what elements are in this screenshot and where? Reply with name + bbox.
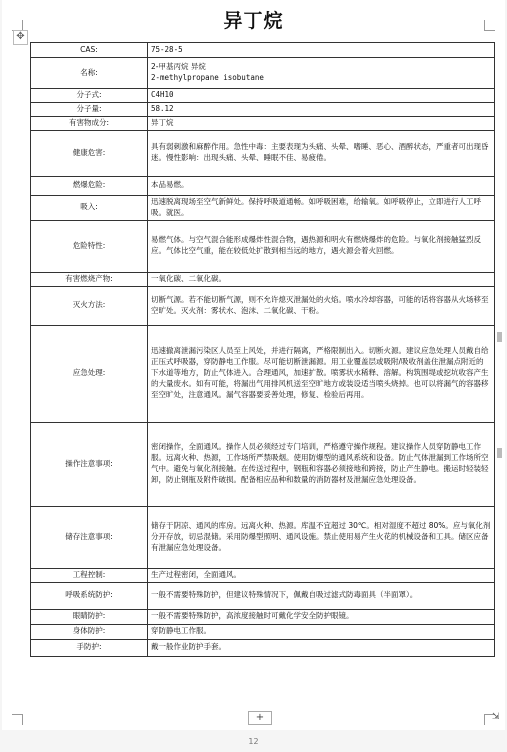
table-row — [31, 130, 495, 176]
row-value[interactable] — [148, 176, 495, 195]
value-line: 切断气源。若不能切断气源，则不允许熄灭泄漏处的火焰。喷水冷却容器，可能的话将容器从火场移至空旷处。灭火剂：雾状水、泡沫、二氧化碳、干粉。 — [151, 294, 489, 315]
value-line: 一氧化碳、二氧化碳。 — [151, 273, 226, 283]
value-line: 2-甲基丙烷 异烷 — [151, 62, 206, 72]
row-value[interactable] — [148, 272, 495, 286]
value-line: 穿防静电工作服。 — [151, 626, 211, 636]
row-label[interactable]: 应急处理: — [31, 325, 148, 422]
row-value[interactable] — [148, 422, 495, 506]
row-label[interactable]: CAS: — [31, 43, 148, 58]
row-label[interactable]: 手防护: — [31, 639, 148, 656]
corner-mark — [12, 714, 23, 725]
table-row — [31, 102, 495, 116]
document-title: 异丁烷 — [223, 10, 284, 32]
row-label[interactable]: 呼吸系统防护: — [31, 582, 148, 609]
table-row — [31, 116, 495, 130]
table-move-icon[interactable]: ✥ — [13, 30, 28, 45]
row-label[interactable]: 危险特性: — [31, 220, 148, 272]
row-value[interactable] — [148, 582, 495, 609]
value-line: 迅速撤离泄漏污染区人员至上风处，并进行隔离，严格限制出入。切断火源。建议应急处理人员戴自给正压式呼吸器，穿防静电工作服。尽可能切断泄漏源。用工业覆盖层或吸附/吸收剂盖住泄漏点附近的下水道等地方，防止气体进入。合理通风，加速扩散。喷雾状水稀释、溶解。构筑围堤或挖坑收容产生的大量废水。如有可能，将漏出气用排风机送至空旷地方或装设适当喷头烧掉。也可以将漏气的容器移至空旷处，注意通风。漏气容器要妥善处理，修复、检验后再用。 — [151, 346, 489, 399]
msds-table — [30, 42, 495, 657]
value-line: 一般不需要特殊防护，高浓度接触时可戴化学安全防护眼镜。 — [151, 611, 354, 621]
table-row — [31, 58, 495, 89]
row-value[interactable] — [148, 58, 495, 89]
row-label[interactable]: 分子式: — [31, 89, 148, 103]
row-value[interactable] — [148, 116, 495, 130]
value-line: 易燃气体。与空气混合能形成爆炸性混合物，遇热源和明火有燃烧爆炸的危险。与氧化剂接触猛烈反应。气体比空气重，能在较低处扩散到相当远的地方，遇火源会着火回燃。 — [151, 235, 481, 256]
row-value[interactable] — [148, 130, 495, 176]
add-row-plus-icon[interactable]: + — [248, 711, 272, 725]
value-line: 密闭操作，全面通风。操作人员必须经过专门培训，严格遵守操作规程。建议操作人员穿防静电工作服。远离火种、热源，工作场所严禁吸烟。使用防爆型的通风系统和设备。防止气体泄漏到工作场所空气中。避免与氧化剂接触。在传送过程中，钢瓶和容器必须接地和跨接，防止产生静电。搬运时轻装轻卸，防止钢瓶及附件破损。配备相应品种和数量的消防器材及泄漏应急处理设备。 — [151, 442, 489, 484]
table-row — [31, 624, 495, 639]
value-line: 75-28-5 — [151, 44, 183, 54]
row-label[interactable]: 有害物成分: — [31, 116, 148, 130]
table-row — [31, 286, 495, 325]
row-label[interactable]: 眼睛防护: — [31, 609, 148, 624]
page-number: 12 — [248, 737, 259, 746]
table-row — [31, 89, 495, 103]
table-resize-icon[interactable]: ⇲ — [492, 712, 500, 722]
table-row — [31, 220, 495, 272]
row-label[interactable]: 名称: — [31, 58, 148, 89]
row-label[interactable]: 燃爆危险: — [31, 176, 148, 195]
table-row — [31, 639, 495, 656]
row-value[interactable] — [148, 506, 495, 568]
value-line: 戴一般作业防护手套。 — [151, 642, 226, 652]
row-value[interactable] — [148, 609, 495, 624]
row-value[interactable] — [148, 43, 495, 58]
table-row — [31, 43, 495, 58]
row-value[interactable] — [148, 195, 495, 220]
row-value[interactable] — [148, 624, 495, 639]
value-line: 异丁烷 — [151, 117, 174, 127]
table-row — [31, 176, 495, 195]
table-row — [31, 506, 495, 568]
row-value[interactable] — [148, 639, 495, 656]
table-row — [31, 422, 495, 506]
row-value[interactable] — [148, 89, 495, 103]
row-value[interactable] — [148, 325, 495, 422]
table-row — [31, 195, 495, 220]
row-label[interactable]: 分子量: — [31, 102, 148, 116]
side-resize-handle[interactable] — [497, 448, 502, 458]
value-line: 生产过程密闭，全面通风。 — [151, 569, 241, 579]
row-label[interactable]: 吸入: — [31, 195, 148, 220]
value-line: 储存于阴凉、通风的库房。远离火种、热源。库温不宜超过 30℃。相对湿度不超过 80%。应与氧化剂分开存放，切忌混储。采用防爆型照明、通风设施。禁止使用易产生火花的机械设备和工具。储区应备有泄漏应急处理设备。 — [151, 520, 491, 552]
table-row — [31, 272, 495, 286]
value-line: C4H10 — [151, 90, 174, 99]
table-row — [31, 568, 495, 582]
row-label[interactable]: 储存注意事项: — [31, 506, 148, 568]
value-line: 2-methylpropane isobutane — [151, 73, 264, 82]
value-line: 迅速脱离现场至空气新鲜处。保持呼吸道通畅。如呼吸困难，给输氧。如呼吸停止，立即进行人工呼吸。就医。 — [151, 196, 481, 217]
row-value[interactable] — [148, 220, 495, 272]
value-line: 一般不需要特殊防护，但建议特殊情况下，佩戴自吸过滤式防毒面具（半面罩）。 — [151, 590, 418, 600]
row-label[interactable]: 健康危害: — [31, 130, 148, 176]
table-row — [31, 325, 495, 422]
side-resize-handle[interactable] — [497, 332, 502, 342]
value-line: 具有弱刺激和麻醉作用。急性中毒：主要表现为头痛、头晕、嗜睡、恶心、酒醉状态，严重者可出现昏迷。慢性影响：出现头痛、头晕、睡眠不佳、易疲倦。 — [151, 142, 489, 163]
row-label[interactable]: 身体防护: — [31, 624, 148, 639]
row-label[interactable]: 有害燃烧产物: — [31, 272, 148, 286]
row-value[interactable] — [148, 568, 495, 582]
table-row — [31, 609, 495, 624]
row-label[interactable]: 灭火方法: — [31, 286, 148, 325]
table-row — [31, 582, 495, 609]
value-line: 本品易燃。 — [151, 180, 189, 190]
row-label[interactable]: 工程控制: — [31, 568, 148, 582]
row-value[interactable] — [148, 286, 495, 325]
row-label[interactable]: 操作注意事项: — [31, 422, 148, 506]
value-line: 58.12 — [151, 103, 174, 113]
row-value[interactable] — [148, 102, 495, 116]
